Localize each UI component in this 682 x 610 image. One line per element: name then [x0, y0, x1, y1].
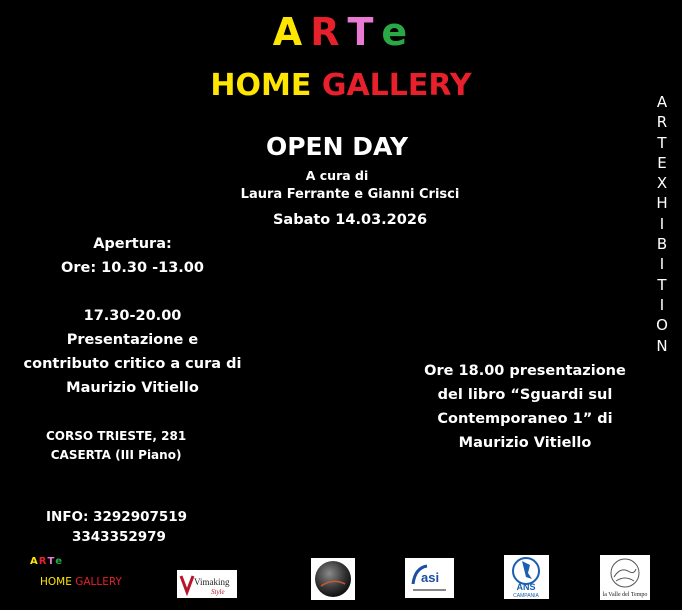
home-gallery-title	[0, 68, 682, 103]
vertical-letter: R	[656, 113, 668, 132]
event-title: OPEN DAY	[265, 132, 409, 161]
logo-letter-a: A	[272, 10, 305, 54]
vertical-letter: I	[659, 255, 665, 274]
sponsor-circle-logo	[311, 558, 355, 600]
vertical-letter: H	[656, 194, 668, 213]
sponsor-valle-logo	[600, 555, 650, 600]
small-logo-letter: R	[38, 556, 47, 567]
logo-letter-t: T	[347, 10, 376, 54]
vertical-letter: X	[656, 174, 668, 193]
vertical-letter: N	[656, 336, 668, 355]
vertical-letter: I	[659, 214, 665, 233]
opening-line: Ore: 10.30 -13.00	[61, 260, 204, 276]
vertical-letter: T	[657, 133, 667, 152]
address-line: CASERTA (III Piano)	[50, 448, 182, 462]
sponsor-asi-logo	[405, 558, 454, 598]
small-logo-letter: e	[55, 556, 63, 567]
logo-letter-e: e	[381, 10, 410, 54]
logo-letter-r: R	[310, 10, 342, 54]
footer-arte-logo	[30, 556, 122, 588]
event-date: Sabato 14.03.2026	[272, 212, 428, 228]
curators: Laura Ferrante e Gianni Crisci	[240, 187, 460, 202]
vertical-letter: O	[656, 316, 668, 335]
arte-logo	[0, 10, 682, 54]
opening-line: Presentazione e	[66, 332, 199, 348]
vertical-letter: A	[656, 93, 668, 111]
sponsor-ans-logo	[504, 555, 549, 599]
small-logo-letter: T	[47, 556, 55, 567]
opening-line: contributo critico a cura di	[23, 356, 242, 372]
opening-line: Maurizio Vitiello	[66, 380, 199, 396]
book-line: Maurizio Vitiello	[458, 435, 592, 451]
ans-text: ANS	[516, 582, 536, 592]
opening-hours-block	[5, 232, 260, 400]
vertical-letter: I	[659, 295, 665, 314]
info-phone-1: INFO: 3292907519	[46, 509, 188, 525]
vertical-artexhibition	[648, 92, 676, 356]
subtitle-gallery: GALLERY	[321, 68, 472, 103]
vertical-letter: B	[656, 235, 668, 254]
vimaking-sub-text: Style	[211, 588, 225, 596]
address-line: CORSO TRIESTE, 281	[46, 429, 187, 443]
vertical-letter: E	[657, 153, 667, 172]
opening-line	[5, 280, 260, 304]
small-logo-gallery: GALLERY	[75, 576, 122, 588]
sponsor-vimaking-logo	[177, 570, 237, 598]
address	[46, 427, 186, 465]
info-contacts	[46, 507, 187, 547]
curator-label: A cura di	[305, 168, 369, 183]
small-logo-letter: A	[30, 556, 38, 567]
info-phone-2: 3343352979	[72, 529, 166, 545]
small-logo-home: HOME	[40, 576, 72, 588]
opening-line: Apertura:	[93, 236, 172, 252]
valle-text: la Valle del Tempo	[602, 592, 648, 598]
vimaking-text: Vimaking	[194, 577, 230, 587]
book-presentation-block	[410, 359, 640, 455]
book-line: Ore 18.00 presentazione	[424, 363, 626, 379]
opening-line: 17.30-20.00	[83, 308, 182, 324]
book-line: Contemporaneo 1” di	[437, 411, 613, 427]
ans-sub-text: CAMPANIA	[513, 593, 539, 599]
vertical-letter: T	[657, 275, 667, 294]
asi-text: asi	[421, 570, 440, 585]
subtitle-home: HOME	[210, 68, 312, 103]
book-line: del libro “Sguardi sul	[437, 387, 613, 403]
